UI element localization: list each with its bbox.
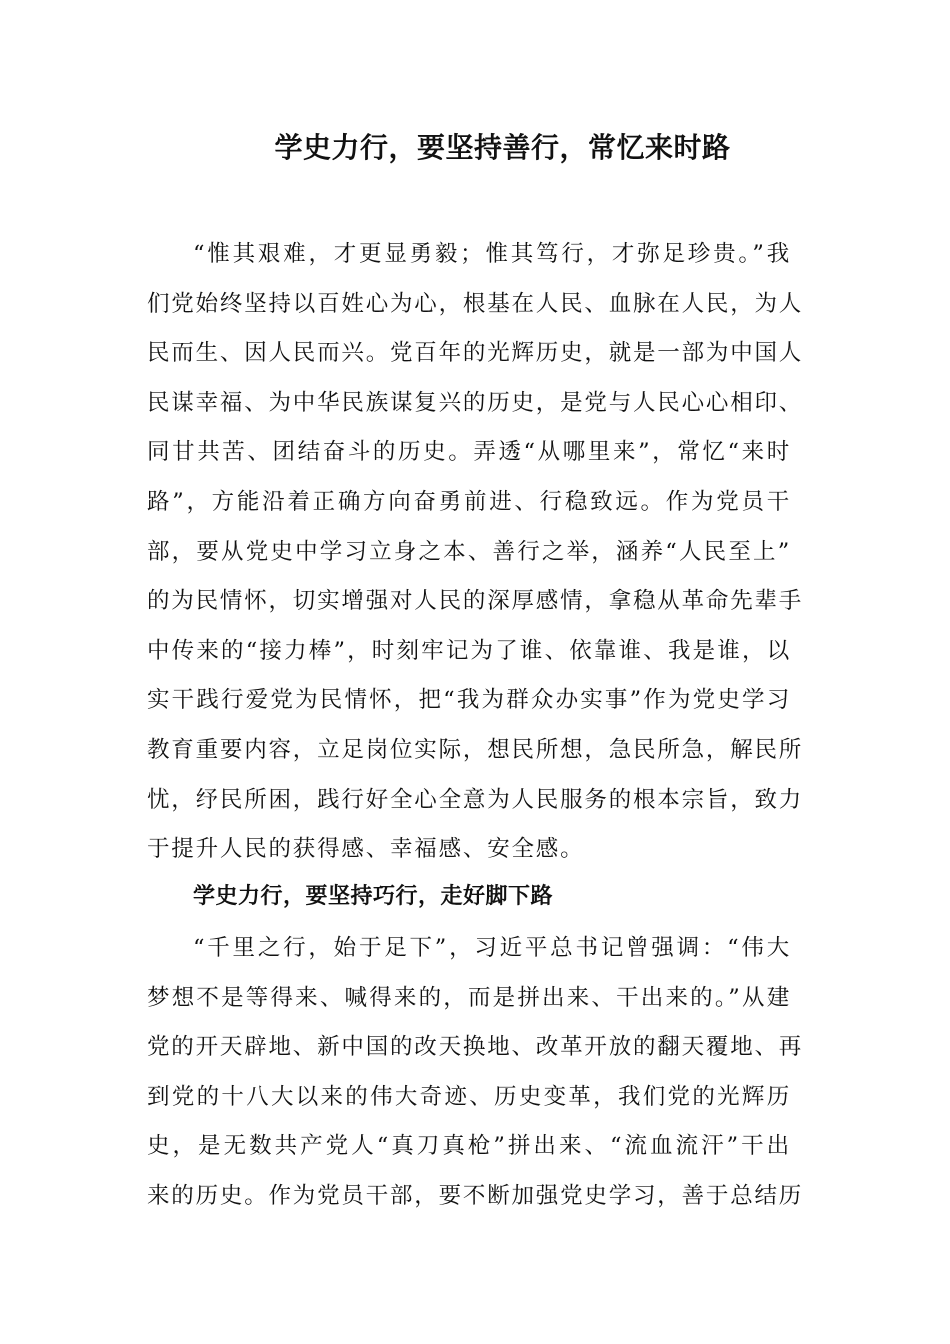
paragraph-line: 中传来的“接力棒”，时刻牢记为了谁、依靠谁、我是谁，以 — [147, 637, 791, 664]
paragraph-line: 部，要从党史中学习立身之本、善行之举，涵养“人民至上” — [147, 538, 791, 565]
section-subheading: 学史力行，要坚持巧行，走好脚下路 — [193, 884, 554, 909]
paragraph-line: 的为民情怀，切实增强对人民的深厚感情，拿稳从革命先辈手 — [147, 588, 804, 615]
paragraph-line: 梦想不是等得来、喊得来的，而是拼出来、干出来的。”从建 — [147, 984, 791, 1011]
document-title: 学史力行，要坚持善行，常忆来时路 — [274, 131, 731, 164]
paragraph-line: “千里之行，始于足下”，习近平总书记曾强调：“伟大 — [193, 935, 791, 961]
paragraph-line: 来的历史。作为党员干部，要不断加强党史学习，善于总结历 — [147, 1182, 804, 1209]
paragraph-line: 民谋幸福、为中华民族谋复兴的历史，是党与人民心心相印、 — [147, 389, 804, 416]
paragraph-line: 实干践行爱党为民情怀，把“我为群众办实事”作为党史学习 — [147, 687, 791, 714]
paragraph-line: 于提升人民的获得感、幸福感、安全感。 — [147, 836, 585, 863]
paragraph-line: 路”，方能沿着正确方向奋勇前进、行稳致远。作为党员干 — [147, 488, 791, 515]
paragraph-line: 民而生、因人民而兴。党百年的光辉历史，就是一部为中国人 — [147, 340, 804, 367]
paragraph-line: 史，是无数共产党人“真刀真枪”拼出来、“流血流汗”干出 — [147, 1133, 791, 1160]
paragraph-line: 忧，纾民所困，践行好全心全意为人民服务的根本宗旨，致力 — [147, 786, 804, 813]
paragraph-line: 们党始终坚持以百姓心为心，根基在人民、血脉在人民，为人 — [147, 290, 804, 317]
paragraph-line: 党的开天辟地、新中国的改天换地、改革开放的翻天覆地、再 — [147, 1034, 804, 1061]
paragraph-1 — [147, 230, 804, 875]
paragraph-line: 到党的十八大以来的伟大奇迹、历史变革，我们党的光辉历 — [147, 1083, 791, 1110]
paragraph-line: 同甘共苦、团结奋斗的历史。弄透“从哪里来”，常忆“来时 — [147, 439, 791, 466]
paragraph-line: 教育重要内容，立足岗位实际，想民所想，急民所急，解民所 — [147, 736, 804, 763]
paragraph-line: “惟其艰难，才更显勇毅；惟其笃行，才弥足珍贵。”我 — [193, 241, 791, 267]
paragraph-2 — [147, 924, 804, 1222]
